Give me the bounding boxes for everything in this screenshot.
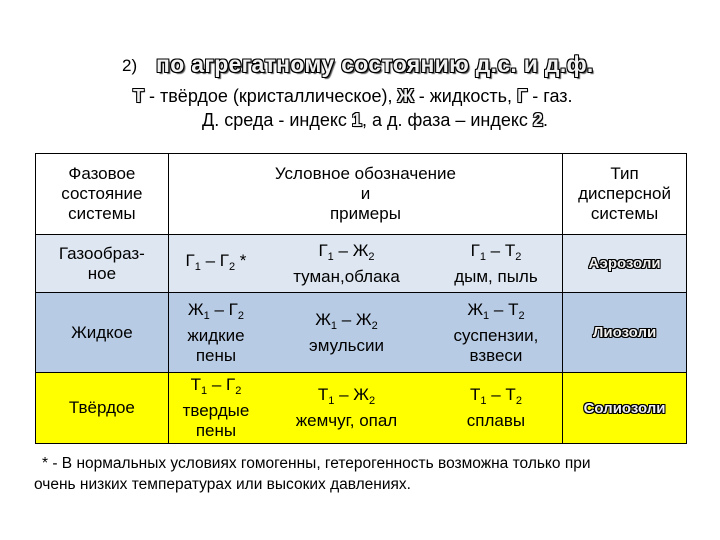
f-b: – Ж (333, 240, 369, 260)
header-notation-line: примеры (329, 204, 401, 223)
f-sub1: 1 (327, 250, 334, 263)
examples: дым, пыль (454, 266, 538, 286)
header-phase-line: Фазовое (68, 164, 136, 183)
notation-cell (263, 293, 430, 373)
footnote (34, 453, 694, 495)
f-sub2: 2 (515, 395, 522, 407)
legend-g-text: - газ. (527, 86, 573, 106)
f-a: Т (317, 385, 329, 404)
legend-medium-text: Д. среда - индекс (202, 110, 352, 130)
examples: пены (195, 421, 237, 440)
f-a: Ж (315, 309, 331, 329)
f-a: Ж (467, 299, 484, 319)
notation-cell (263, 373, 430, 444)
f-b: – Ж (334, 385, 369, 404)
disperse-systems-table (35, 153, 687, 444)
type-cell (563, 235, 687, 293)
f-a: Ж (187, 299, 204, 319)
formula (169, 375, 263, 401)
section-title: по агрегатному состоянию д.с. и д.ф. (156, 51, 594, 77)
type-label: Аэрозоли (588, 255, 661, 272)
header-type (563, 154, 687, 235)
examples: жемчуг, опал (295, 411, 398, 430)
formula (430, 300, 562, 326)
f-sub1: 1 (200, 385, 208, 397)
notation-cell (168, 373, 263, 444)
legend-phase-text: , а д. фаза – индекс (361, 110, 533, 130)
examples: твердые (182, 401, 250, 420)
f-b: – Т (486, 385, 516, 404)
formula (263, 241, 430, 267)
f-b: – Г (207, 375, 236, 394)
formula (169, 251, 263, 277)
type-label: Солиозоли (583, 399, 666, 417)
legend-zh-text: - жидкость, (413, 86, 518, 106)
row-phase-line: Жидкое (71, 322, 133, 342)
examples: суспензии, (453, 325, 539, 345)
section-number: 2) (122, 56, 138, 75)
legend-index-2: 2 (532, 110, 543, 130)
f-b: – Ж (337, 309, 372, 329)
legend-t: Т (133, 86, 144, 106)
legend-zh: Ж (397, 86, 414, 106)
f-sub2: 2 (228, 260, 236, 273)
type-cell (563, 373, 687, 444)
f-sub1: 1 (203, 309, 210, 322)
formula (430, 241, 562, 267)
f-b: – Г (200, 250, 229, 270)
f-star: * (235, 250, 247, 270)
header-notation-line: Условное обозначение (274, 164, 457, 183)
formula (430, 385, 562, 411)
header-phase (36, 154, 169, 235)
f-sub2: 2 (368, 395, 376, 407)
f-a: Г (185, 250, 195, 270)
f-sub1: 1 (480, 395, 487, 407)
legend-period: . (542, 110, 548, 130)
row-phase (36, 373, 169, 444)
footnote-line-2: очень низких температурах или высоких давлениях. (34, 476, 411, 493)
f-sub1: 1 (483, 309, 490, 322)
row-phase-line: Газообраз- (58, 243, 145, 263)
table-row-solid (36, 373, 687, 444)
notation-cell (430, 373, 563, 444)
f-a: Т (190, 375, 201, 394)
f-sub1: 1 (479, 250, 486, 263)
f-sub1: 1 (330, 319, 338, 332)
examples: эмульсии (309, 335, 384, 355)
section-heading (0, 50, 720, 80)
header-type-line: системы (590, 204, 659, 223)
examples: жидкие (187, 325, 245, 345)
legend-g: Г (517, 86, 528, 106)
f-sub2: 2 (235, 385, 242, 397)
f-sub2: 2 (368, 250, 375, 263)
examples: сплавы (466, 411, 526, 430)
f-a: Г (470, 240, 480, 260)
header-type-line: Тип (610, 164, 639, 183)
f-sub2: 2 (515, 250, 522, 263)
header-phase-line: системы (68, 204, 136, 223)
table-row-gas (36, 235, 687, 293)
type-label: Лиозоли (592, 324, 657, 341)
notation-cell (263, 235, 430, 293)
f-sub2: 2 (371, 319, 378, 332)
examples: пены (195, 345, 237, 365)
f-sub1: 1 (194, 260, 201, 273)
header-phase-line: состояние (61, 184, 143, 203)
f-sub2: 2 (518, 309, 525, 322)
header-type-line: дисперсной (578, 184, 671, 203)
f-a: Г (318, 240, 328, 260)
notation-cell (430, 293, 563, 373)
f-b: – Т (489, 299, 519, 319)
legend-index-1: 1 (351, 110, 362, 130)
table-row-liquid (36, 293, 687, 373)
row-phase-line: ное (87, 263, 117, 283)
row-phase (36, 235, 169, 293)
notation-cell (168, 293, 263, 373)
f-b: – Г (209, 299, 238, 319)
f-a: Т (470, 385, 481, 404)
legend-line-1 (133, 86, 573, 107)
header-notation-line: и (360, 184, 371, 203)
row-phase-line: Твёрдое (68, 398, 135, 417)
f-sub1: 1 (328, 395, 335, 407)
notation-cell (430, 235, 563, 293)
f-b: – Т (485, 240, 516, 260)
legend-t-text: - твёрдое (кристаллическое), (144, 86, 398, 106)
table-header-row (36, 154, 687, 235)
examples: туман,облака (293, 266, 400, 286)
footnote-line-1: * - В нормальных условиях гомогенны, гетерогенность возможна только при (42, 455, 591, 472)
formula (169, 300, 263, 326)
examples: взвеси (469, 345, 523, 365)
header-notation (168, 154, 562, 235)
f-sub2: 2 (237, 309, 244, 322)
formula (263, 310, 430, 336)
type-cell (563, 293, 687, 373)
legend-line-2 (202, 110, 548, 131)
formula (263, 385, 430, 411)
notation-cell (168, 235, 263, 293)
row-phase (36, 293, 169, 373)
